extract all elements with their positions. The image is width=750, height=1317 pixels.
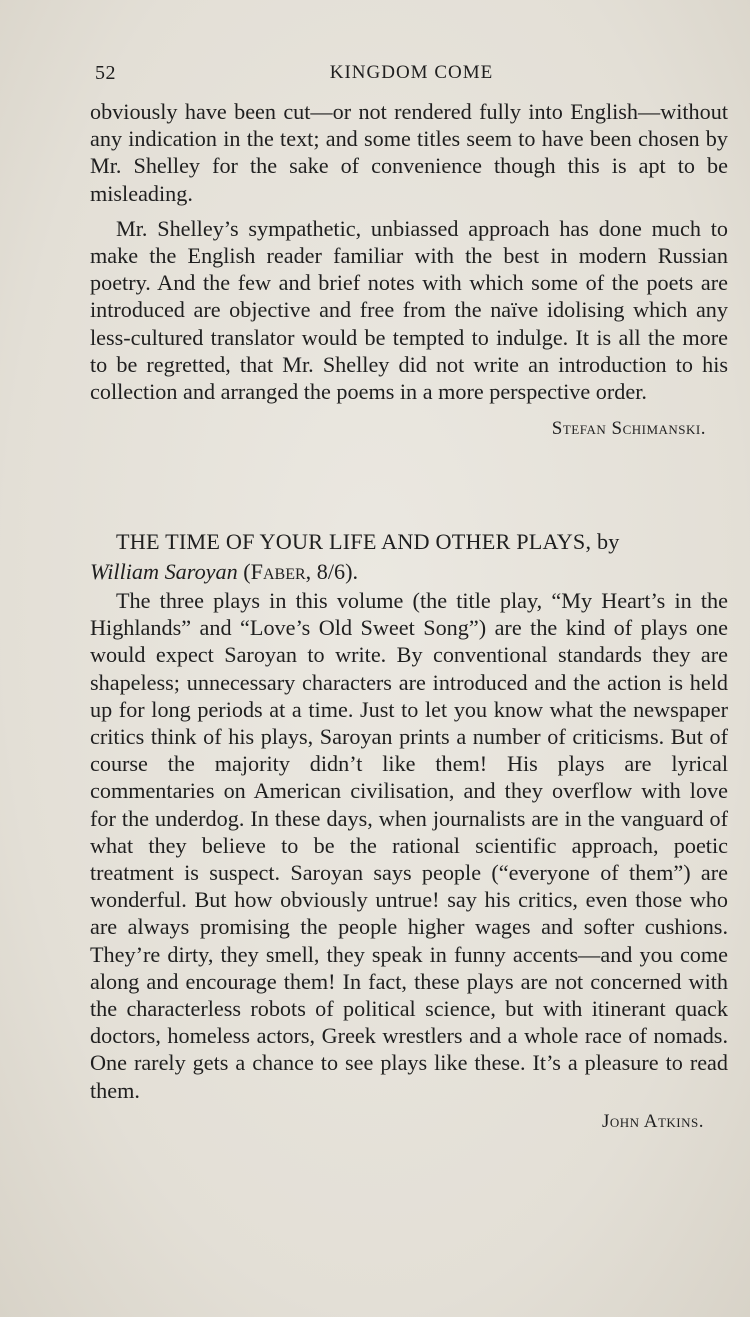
review2-signature: John Atkins. bbox=[601, 1110, 704, 1132]
review1-paragraph-1: obviously have been cut—or not rendered fully into English—without any indication in the text; and some titles seem to have been chosen by Mr. Shelley for the sake of convenience though this is apt to be misleading. bbox=[90, 99, 728, 206]
review-shelley-continued bbox=[90, 98, 728, 442]
review2-book-title: THE TIME OF YOUR LIFE AND OTHER PLAYS, bbox=[116, 529, 592, 554]
running-head: KINGDOM COME bbox=[329, 62, 494, 83]
review2-author: William Saroyan bbox=[90, 559, 238, 584]
review1-paragraph-2: Mr. Shelley’s sympathetic, unbiassed approach has done much to make the English reader familiar with the best in modern Russian poetry. And the few and brief notes with which some of the poets are introduced are objective and free from the naïve idolising which any less-cultured translator would be tempted to indulge. It is all the more to be regretted, that Mr. Shelley did not write an introduction to his collection and arranged the poems in a more perspective order. bbox=[90, 215, 728, 405]
review2-heading bbox=[90, 527, 728, 557]
review2-publisher: Faber, 8/6 bbox=[250, 559, 346, 584]
review1-signature: Stefan Schimanski. bbox=[551, 418, 706, 440]
page-header bbox=[95, 62, 728, 90]
page-number: 52 bbox=[95, 62, 116, 84]
review-saroyan bbox=[90, 527, 728, 1135]
review2-byline: William Saroyan (Faber, 8/6). bbox=[90, 559, 359, 584]
review2-by: by bbox=[596, 529, 620, 554]
review2-paragraph: The three plays in this volume (the title play, “My Heart’s in the Highlands” and “Love’s Old Sweet Song”) are the kind of plays one would expect Saroyan to write. By conventional standards they are shapeless; unnecessary characters are introduced and the action is held up for long periods at a time. Just to let you know what the newspaper critics think of his plays, Saroyan prints a number of criticisms. But of course the majority didn’t like them! His plays are lyrical commentaries on American civilisation, and they overflow with love for the underdog. In these days, when journalists are in the vanguard of what they believe to be the rational scientific approach, poetic treatment is suspect. Saroyan says people (“everyone of them”) are wonderful. But how obviously untrue! say his critics, even those who are always promising the people higher wages and softer cushions. They’re dirty, they smell, they speak in funny accents—and you come along and encourage them! In fact, these plays are not concerned with the characterless robots of political science, but with itinerant quack doctors, homeless actors, Greek wrestlers and a whole race of nomads. One rarely gets a chance to see plays like these. It’s a pleasure to read them. bbox=[90, 588, 728, 1103]
